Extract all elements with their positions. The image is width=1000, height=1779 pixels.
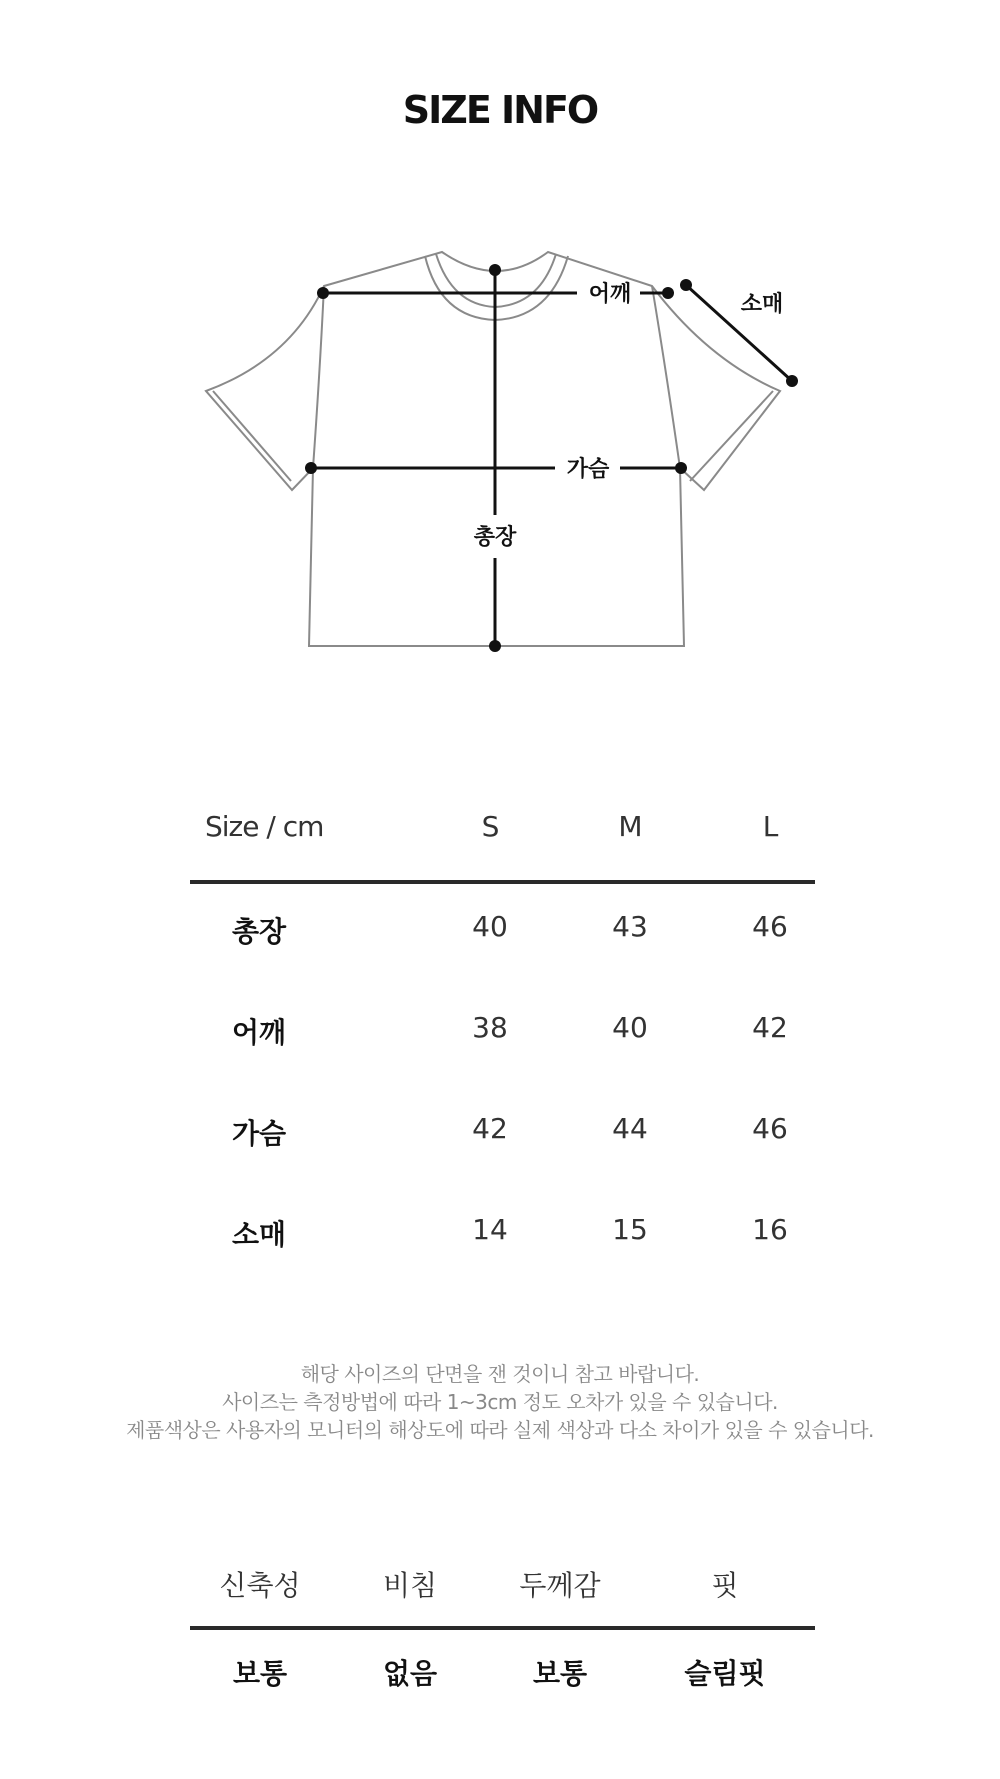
cell-value: 42 — [752, 1011, 788, 1044]
measure-lines — [311, 270, 792, 646]
size-header-l: L — [762, 810, 778, 843]
size-table-header — [190, 790, 815, 884]
note-line: 사이즈는 측정방법에 따라 1~3cm 정도 오차가 있을 수 있습니다. — [222, 1390, 778, 1414]
tshirt-measurement-diagram — [0, 200, 1000, 680]
attr-header-stretch: 신축성 — [219, 1569, 301, 1602]
tshirt-outline — [206, 252, 780, 646]
attr-header-fit: 핏 — [711, 1569, 739, 1602]
shoulder-label: 어깨 — [588, 282, 632, 307]
note-line: 해당 사이즈의 단면을 잰 것이니 참고 바랍니다. — [300, 1362, 700, 1386]
chest-label: 가슴 — [566, 457, 610, 482]
attr-header-sheerness: 비침 — [382, 1569, 438, 1602]
cell-value: 40 — [472, 910, 508, 943]
attr-value-fit: 슬림핏 — [684, 1657, 766, 1690]
table-row — [190, 985, 815, 1086]
size-unit-header: Size / cm — [205, 810, 324, 843]
row-label: 소매 — [232, 1218, 287, 1251]
attr-header-thickness: 두께감 — [519, 1569, 601, 1602]
attribute-values-row — [190, 1630, 815, 1710]
cell-value: 44 — [612, 1112, 648, 1145]
size-header-s: S — [481, 810, 499, 843]
cell-value: 46 — [752, 910, 788, 943]
cell-value: 42 — [472, 1112, 508, 1145]
size-notes — [0, 1360, 1000, 1444]
attr-value-sheerness: 없음 — [382, 1657, 438, 1690]
row-label: 가슴 — [232, 1117, 287, 1150]
size-table — [190, 790, 815, 1288]
page-title: SIZE INFO — [402, 88, 598, 132]
table-row — [190, 884, 815, 985]
cell-value: 43 — [612, 910, 648, 943]
size-header-m: M — [618, 810, 642, 843]
tshirt-diagram-svg — [0, 200, 1000, 680]
row-label: 총장 — [232, 915, 287, 948]
cell-value: 16 — [752, 1213, 788, 1246]
note-line: 제품색상은 사용자의 모니터의 해상도에 따라 실제 색상과 다소 차이가 있을 수 있습니다. — [126, 1418, 874, 1442]
attr-value-thickness: 보통 — [532, 1657, 588, 1690]
cell-value: 15 — [612, 1213, 648, 1246]
length-label: 총장 — [473, 525, 517, 550]
attribute-table — [190, 1552, 815, 1710]
measure-dots — [305, 264, 798, 652]
cell-value: 38 — [472, 1011, 508, 1044]
cell-value: 46 — [752, 1112, 788, 1145]
table-row — [190, 1187, 815, 1288]
cell-value: 14 — [472, 1213, 508, 1246]
attribute-table-header — [190, 1552, 815, 1630]
cell-value: 40 — [612, 1011, 648, 1044]
attr-value-stretch: 보통 — [232, 1657, 288, 1690]
row-label: 어깨 — [232, 1016, 287, 1049]
table-row — [190, 1086, 815, 1187]
sleeve-label: 소매 — [740, 292, 784, 317]
